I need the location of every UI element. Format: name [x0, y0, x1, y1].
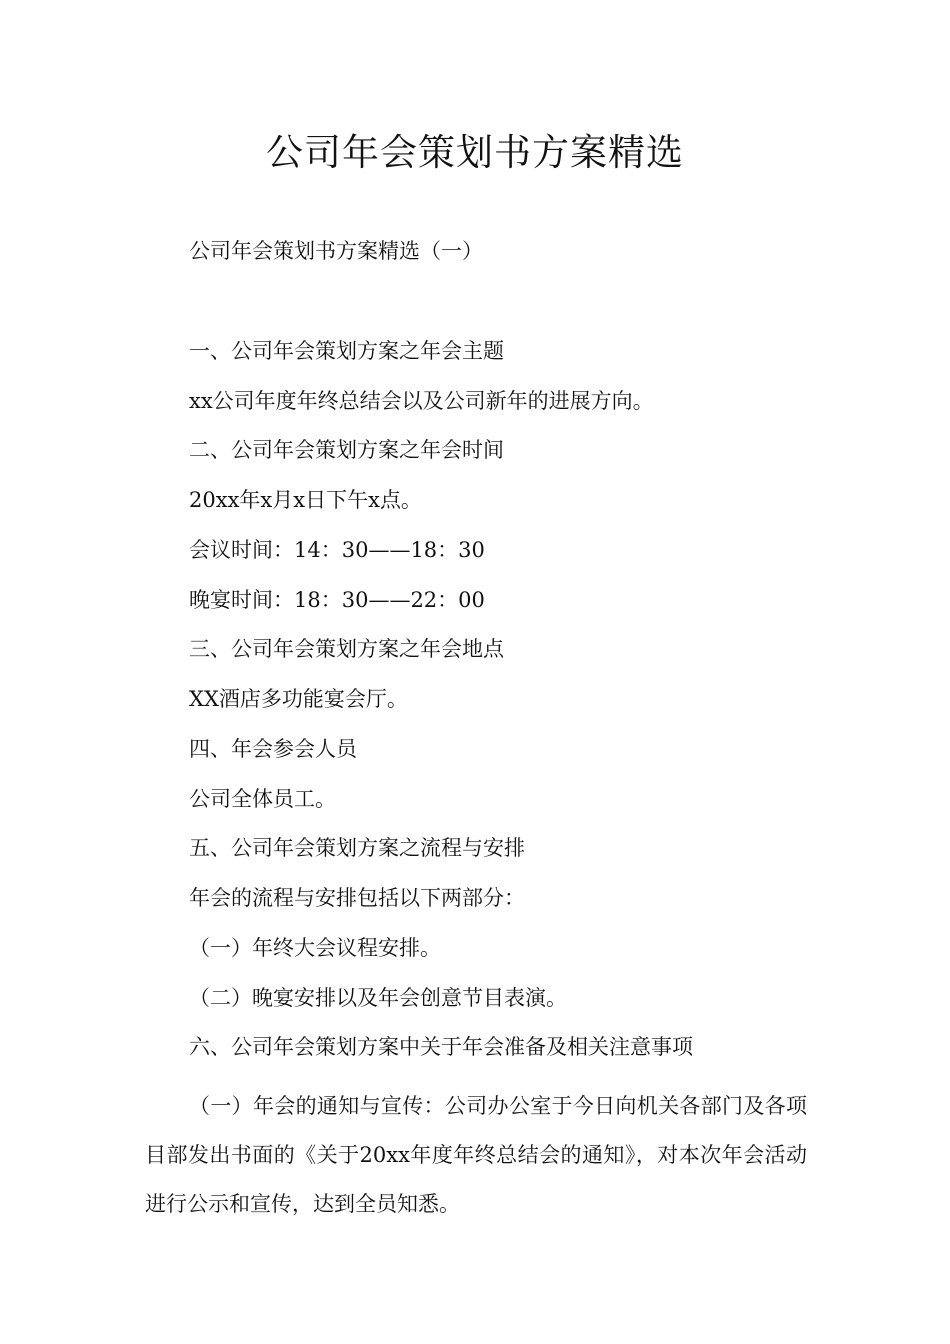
- text-process-item-2: （二）晚宴安排以及年会创意节目表演。: [189, 986, 567, 1010]
- heading-preparation: 六、公司年会策划方案中关于年会准备及相关注意事项: [189, 1035, 693, 1059]
- document-title: 公司年会策划书方案精选: [266, 131, 684, 174]
- text-theme: xx公司年度年终总结会以及公司新年的进展方向。: [189, 389, 654, 413]
- text-process-item-1: （一）年终大会议程安排。: [189, 936, 441, 960]
- text-date: 20xx年x月x日下午x点。: [189, 488, 422, 512]
- text-location: XX酒店多功能宴会厅。: [189, 687, 408, 711]
- text-dinner-time: 晚宴时间：18：30——22：00: [189, 588, 485, 612]
- text-process-intro: 年会的流程与安排包括以下两部分：: [189, 886, 525, 910]
- paragraph-notice: （一）年会的通知与宣传：公司办公室于今日向机关各部门及各项目部发出书面的《关于20xx年度年终总结会的通知》，对本次年会活动进行公示和宣传，达到全员知悉。: [145, 1094, 807, 1216]
- text-meeting-time: 会议时间：14：30——18：30: [189, 538, 485, 562]
- heading-process: 五、公司年会策划方案之流程与安排: [189, 836, 525, 860]
- heading-theme: 一、公司年会策划方案之年会主题: [189, 339, 504, 363]
- heading-attendees: 四、年会参会人员: [189, 737, 357, 761]
- section-subtitle: 公司年会策划书方案精选（一）: [189, 239, 483, 263]
- heading-time: 二、公司年会策划方案之年会时间: [189, 438, 504, 462]
- text-attendees: 公司全体员工。: [189, 787, 336, 811]
- heading-location: 三、公司年会策划方案之年会地点: [189, 637, 504, 661]
